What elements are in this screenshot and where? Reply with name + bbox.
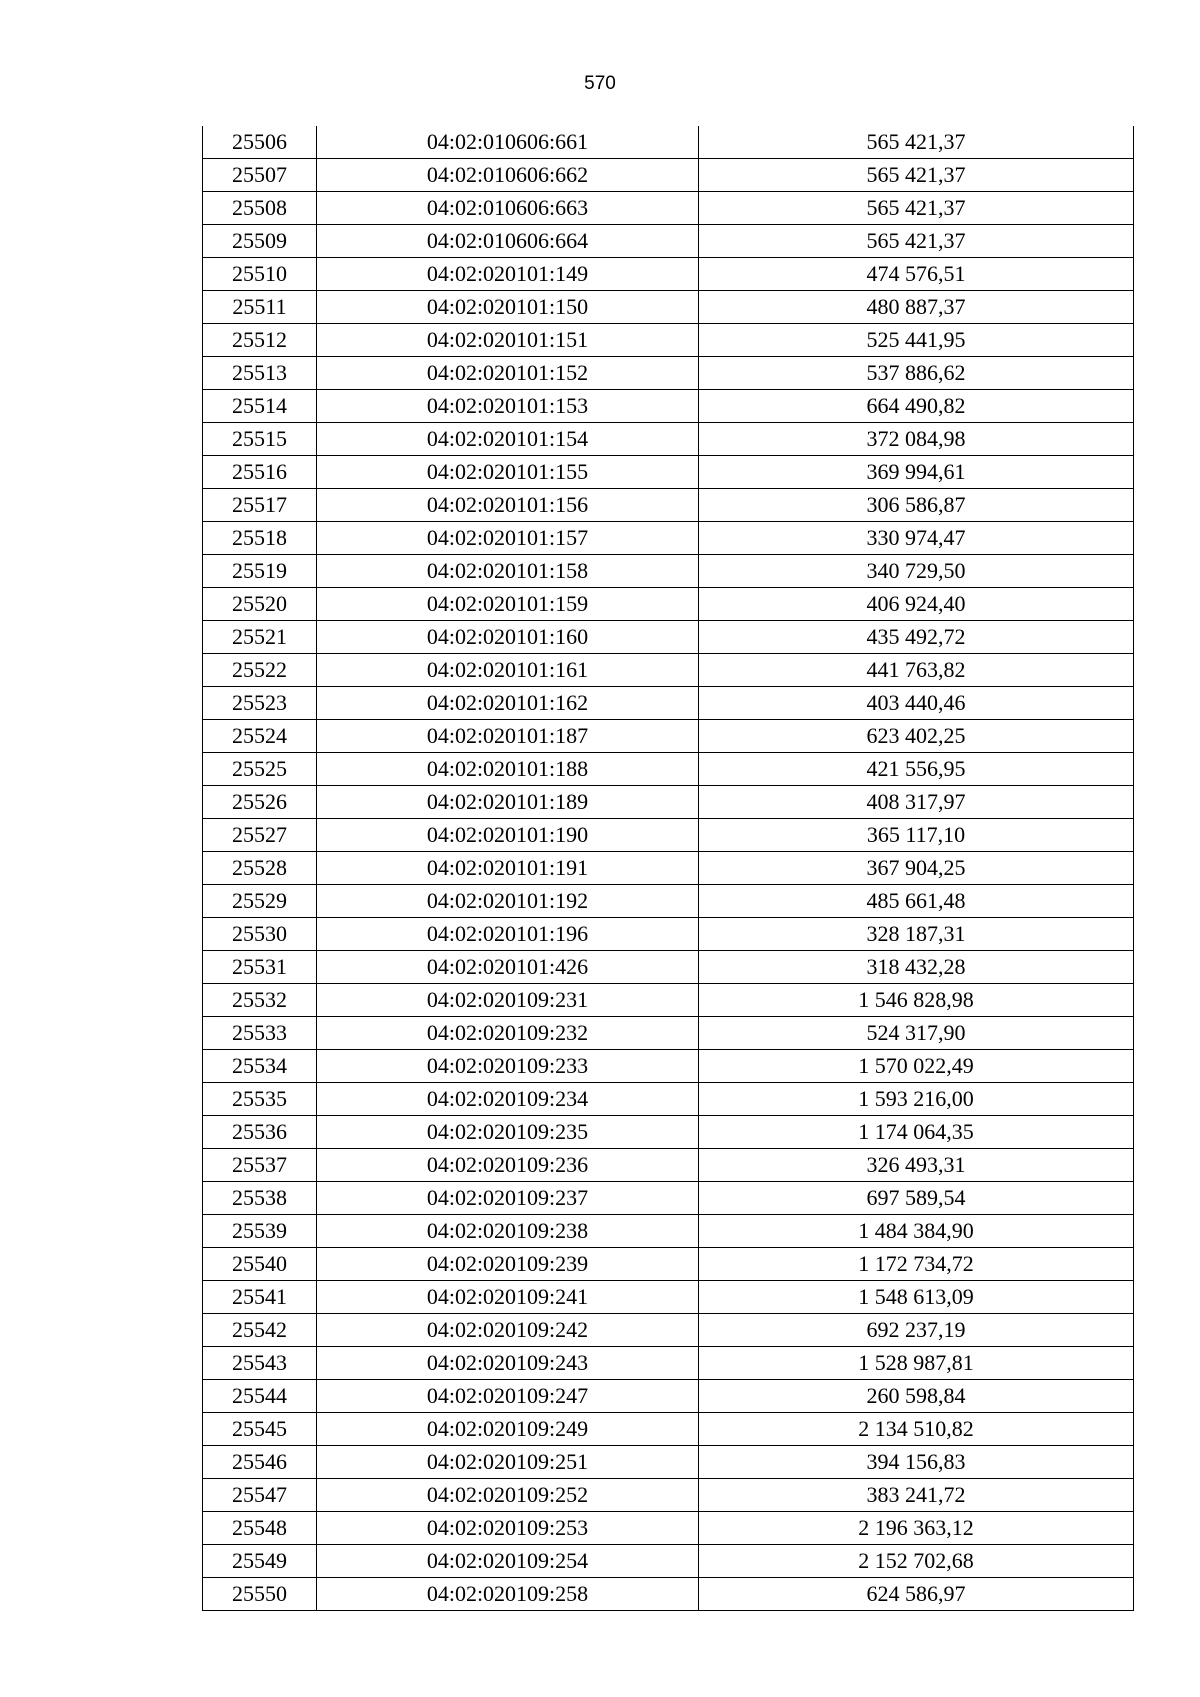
table-row — [203, 1083, 1134, 1116]
cadastral-number-cell: 04:02:010606:662 — [317, 159, 699, 192]
cadastral-value-cell: 2 196 363,12 — [699, 1512, 1134, 1545]
cadastral-value-cell: 2 152 702,68 — [699, 1545, 1134, 1578]
row-number-cell: 25545 — [203, 1413, 317, 1446]
cadastral-value-cell: 394 156,83 — [699, 1446, 1134, 1479]
table-row — [203, 687, 1134, 720]
table-row — [203, 258, 1134, 291]
cadastral-value-cell: 306 586,87 — [699, 489, 1134, 522]
cadastral-number-cell: 04:02:020109:232 — [317, 1017, 699, 1050]
cadastral-value-cell: 441 763,82 — [699, 654, 1134, 687]
cadastral-value-cell: 1 593 216,00 — [699, 1083, 1134, 1116]
cadastral-number-cell: 04:02:020101:150 — [317, 291, 699, 324]
cadastral-value-cell: 624 586,97 — [699, 1578, 1134, 1611]
row-number-cell: 25540 — [203, 1248, 317, 1281]
row-number-cell: 25517 — [203, 489, 317, 522]
cadastral-number-cell: 04:02:020101:159 — [317, 588, 699, 621]
cadastral-number-cell: 04:02:020109:239 — [317, 1248, 699, 1281]
cadastral-value-cell: 480 887,37 — [699, 291, 1134, 324]
row-number-cell: 25541 — [203, 1281, 317, 1314]
cadastral-value-cell: 2 134 510,82 — [699, 1413, 1134, 1446]
cadastral-value-cell: 406 924,40 — [699, 588, 1134, 621]
cadastral-value-cell: 369 994,61 — [699, 456, 1134, 489]
row-number-cell: 25542 — [203, 1314, 317, 1347]
cadastral-number-cell: 04:02:020109:252 — [317, 1479, 699, 1512]
cadastral-value-cell: 565 421,37 — [699, 192, 1134, 225]
table-row — [203, 555, 1134, 588]
cadastral-number-cell: 04:02:020109:235 — [317, 1116, 699, 1149]
cadastral-value-cell: 565 421,37 — [699, 159, 1134, 192]
cadastral-value-cell: 485 661,48 — [699, 885, 1134, 918]
cadastral-number-cell: 04:02:020101:158 — [317, 555, 699, 588]
cadastral-number-cell: 04:02:020101:156 — [317, 489, 699, 522]
cadastral-value-cell: 1 528 987,81 — [699, 1347, 1134, 1380]
table-row — [203, 489, 1134, 522]
cadastral-value-cell: 664 490,82 — [699, 390, 1134, 423]
cadastral-value-cell: 697 589,54 — [699, 1182, 1134, 1215]
cadastral-number-cell: 04:02:020109:231 — [317, 984, 699, 1017]
table-row — [203, 456, 1134, 489]
row-number-cell: 25518 — [203, 522, 317, 555]
cadastral-value-cell: 692 237,19 — [699, 1314, 1134, 1347]
row-number-cell: 25543 — [203, 1347, 317, 1380]
table-row — [203, 291, 1134, 324]
cadastral-number-cell: 04:02:020101:196 — [317, 918, 699, 951]
cadastral-number-cell: 04:02:020109:251 — [317, 1446, 699, 1479]
table-row — [203, 522, 1134, 555]
cadastral-value-cell: 318 432,28 — [699, 951, 1134, 984]
row-number-cell: 25534 — [203, 1050, 317, 1083]
row-number-cell: 25535 — [203, 1083, 317, 1116]
table-row — [203, 1050, 1134, 1083]
row-number-cell: 25515 — [203, 423, 317, 456]
cadastral-number-cell: 04:02:020109:238 — [317, 1215, 699, 1248]
cadastral-value-cell: 537 886,62 — [699, 357, 1134, 390]
cadastral-value-cell: 524 317,90 — [699, 1017, 1134, 1050]
table-row — [203, 720, 1134, 753]
cadastral-value-cell: 365 117,10 — [699, 819, 1134, 852]
table-row — [203, 1314, 1134, 1347]
table-row — [203, 1446, 1134, 1479]
cadastral-value-cell: 1 570 022,49 — [699, 1050, 1134, 1083]
cadastral-value-cell: 421 556,95 — [699, 753, 1134, 786]
row-number-cell: 25511 — [203, 291, 317, 324]
cadastral-number-cell: 04:02:020109:233 — [317, 1050, 699, 1083]
cadastral-number-cell: 04:02:020109:242 — [317, 1314, 699, 1347]
table-row — [203, 1578, 1134, 1611]
row-number-cell: 25513 — [203, 357, 317, 390]
row-number-cell: 25519 — [203, 555, 317, 588]
table-row — [203, 1182, 1134, 1215]
cadastral-value-cell: 1 484 384,90 — [699, 1215, 1134, 1248]
row-number-cell: 25546 — [203, 1446, 317, 1479]
cadastral-value-cell: 474 576,51 — [699, 258, 1134, 291]
table-row — [203, 1479, 1134, 1512]
table-row — [203, 621, 1134, 654]
cadastral-value-cell: 330 974,47 — [699, 522, 1134, 555]
table-row — [203, 654, 1134, 687]
cadastral-number-cell: 04:02:020109:247 — [317, 1380, 699, 1413]
row-number-cell: 25533 — [203, 1017, 317, 1050]
cadastral-number-cell: 04:02:020109:241 — [317, 1281, 699, 1314]
cadastral-number-cell: 04:02:020101:192 — [317, 885, 699, 918]
page-number: 570 — [584, 73, 616, 94]
table-row — [203, 1215, 1134, 1248]
table-row — [203, 1248, 1134, 1281]
cadastral-number-cell: 04:02:020101:161 — [317, 654, 699, 687]
cadastral-number-cell: 04:02:020101:426 — [317, 951, 699, 984]
row-number-cell: 25544 — [203, 1380, 317, 1413]
cadastral-number-cell: 04:02:020109:253 — [317, 1512, 699, 1545]
table-row — [203, 1512, 1134, 1545]
cadastral-number-cell: 04:02:020109:254 — [317, 1545, 699, 1578]
cadastral-value-cell: 260 598,84 — [699, 1380, 1134, 1413]
table-row — [203, 390, 1134, 423]
table-row — [203, 1413, 1134, 1446]
cadastral-number-cell: 04:02:020101:189 — [317, 786, 699, 819]
row-number-cell: 25549 — [203, 1545, 317, 1578]
row-number-cell: 25516 — [203, 456, 317, 489]
cadastral-number-cell: 04:02:020101:149 — [317, 258, 699, 291]
row-number-cell: 25532 — [203, 984, 317, 1017]
table-row — [203, 1149, 1134, 1182]
table-row — [203, 951, 1134, 984]
table-row — [203, 753, 1134, 786]
cadastral-value-cell: 1 172 734,72 — [699, 1248, 1134, 1281]
row-number-cell: 25506 — [203, 126, 317, 159]
table-row — [203, 885, 1134, 918]
table-row — [203, 324, 1134, 357]
cadastral-number-cell: 04:02:020101:152 — [317, 357, 699, 390]
table-row — [203, 423, 1134, 456]
cadastral-number-cell: 04:02:020101:191 — [317, 852, 699, 885]
cadastral-value-cell: 372 084,98 — [699, 423, 1134, 456]
table-row — [203, 1545, 1134, 1578]
row-number-cell: 25526 — [203, 786, 317, 819]
row-number-cell: 25538 — [203, 1182, 317, 1215]
row-number-cell: 25529 — [203, 885, 317, 918]
table-row — [203, 819, 1134, 852]
table-row — [203, 1380, 1134, 1413]
table-row — [203, 1017, 1134, 1050]
cadastral-number-cell: 04:02:020109:234 — [317, 1083, 699, 1116]
cadastral-value-cell: 408 317,97 — [699, 786, 1134, 819]
cadastral-value-cell: 525 441,95 — [699, 324, 1134, 357]
row-number-cell: 25539 — [203, 1215, 317, 1248]
cadastral-number-cell: 04:02:020101:157 — [317, 522, 699, 555]
cadastral-value-cell: 326 493,31 — [699, 1149, 1134, 1182]
cadastral-number-cell: 04:02:010606:663 — [317, 192, 699, 225]
row-number-cell: 25514 — [203, 390, 317, 423]
row-number-cell: 25521 — [203, 621, 317, 654]
table-row — [203, 159, 1134, 192]
table-row — [203, 852, 1134, 885]
cadastral-value-cell: 1 546 828,98 — [699, 984, 1134, 1017]
cadastral-number-cell: 04:02:020101:153 — [317, 390, 699, 423]
row-number-cell: 25510 — [203, 258, 317, 291]
cadastral-value-cell: 340 729,50 — [699, 555, 1134, 588]
row-number-cell: 25531 — [203, 951, 317, 984]
row-number-cell: 25536 — [203, 1116, 317, 1149]
row-number-cell: 25530 — [203, 918, 317, 951]
row-number-cell: 25508 — [203, 192, 317, 225]
cadastral-value-cell: 403 440,46 — [699, 687, 1134, 720]
row-number-cell: 25522 — [203, 654, 317, 687]
table-row — [203, 192, 1134, 225]
row-number-cell: 25523 — [203, 687, 317, 720]
cadastral-number-cell: 04:02:020101:160 — [317, 621, 699, 654]
row-number-cell: 25550 — [203, 1578, 317, 1611]
cadastral-value-cell: 565 421,37 — [699, 126, 1134, 159]
row-number-cell: 25525 — [203, 753, 317, 786]
row-number-cell: 25509 — [203, 225, 317, 258]
cadastral-value-cell: 623 402,25 — [699, 720, 1134, 753]
cadastral-value-cell: 367 904,25 — [699, 852, 1134, 885]
cadastral-number-cell: 04:02:020109:258 — [317, 1578, 699, 1611]
cadastral-number-cell: 04:02:020109:249 — [317, 1413, 699, 1446]
row-number-cell: 25524 — [203, 720, 317, 753]
table-row — [203, 1347, 1134, 1380]
cadastral-number-cell: 04:02:020101:155 — [317, 456, 699, 489]
table-row — [203, 588, 1134, 621]
cadastral-value-cell: 1 174 064,35 — [699, 1116, 1134, 1149]
table-row — [203, 984, 1134, 1017]
table-row — [203, 1116, 1134, 1149]
row-number-cell: 25507 — [203, 159, 317, 192]
cadastral-number-cell: 04:02:020109:237 — [317, 1182, 699, 1215]
table-row — [203, 918, 1134, 951]
cadastral-value-cell: 565 421,37 — [699, 225, 1134, 258]
cadastral-number-cell: 04:02:020101:188 — [317, 753, 699, 786]
row-number-cell: 25512 — [203, 324, 317, 357]
table-row — [203, 357, 1134, 390]
cadastral-number-cell: 04:02:020109:236 — [317, 1149, 699, 1182]
row-number-cell: 25520 — [203, 588, 317, 621]
cadastral-number-cell: 04:02:010606:661 — [317, 126, 699, 159]
table-row — [203, 786, 1134, 819]
cadastral-value-table — [202, 126, 1134, 1611]
cadastral-number-cell: 04:02:020101:162 — [317, 687, 699, 720]
table-body — [203, 126, 1134, 1611]
cadastral-value-cell: 1 548 613,09 — [699, 1281, 1134, 1314]
table-row — [203, 225, 1134, 258]
cadastral-number-cell: 04:02:020101:190 — [317, 819, 699, 852]
cadastral-number-cell: 04:02:010606:664 — [317, 225, 699, 258]
table-row — [203, 126, 1134, 159]
row-number-cell: 25528 — [203, 852, 317, 885]
row-number-cell: 25527 — [203, 819, 317, 852]
row-number-cell: 25547 — [203, 1479, 317, 1512]
row-number-cell: 25548 — [203, 1512, 317, 1545]
cadastral-value-cell: 435 492,72 — [699, 621, 1134, 654]
cadastral-value-cell: 383 241,72 — [699, 1479, 1134, 1512]
cadastral-number-cell: 04:02:020101:154 — [317, 423, 699, 456]
row-number-cell: 25537 — [203, 1149, 317, 1182]
cadastral-number-cell: 04:02:020101:151 — [317, 324, 699, 357]
table-row — [203, 1281, 1134, 1314]
cadastral-value-cell: 328 187,31 — [699, 918, 1134, 951]
cadastral-number-cell: 04:02:020101:187 — [317, 720, 699, 753]
cadastral-number-cell: 04:02:020109:243 — [317, 1347, 699, 1380]
